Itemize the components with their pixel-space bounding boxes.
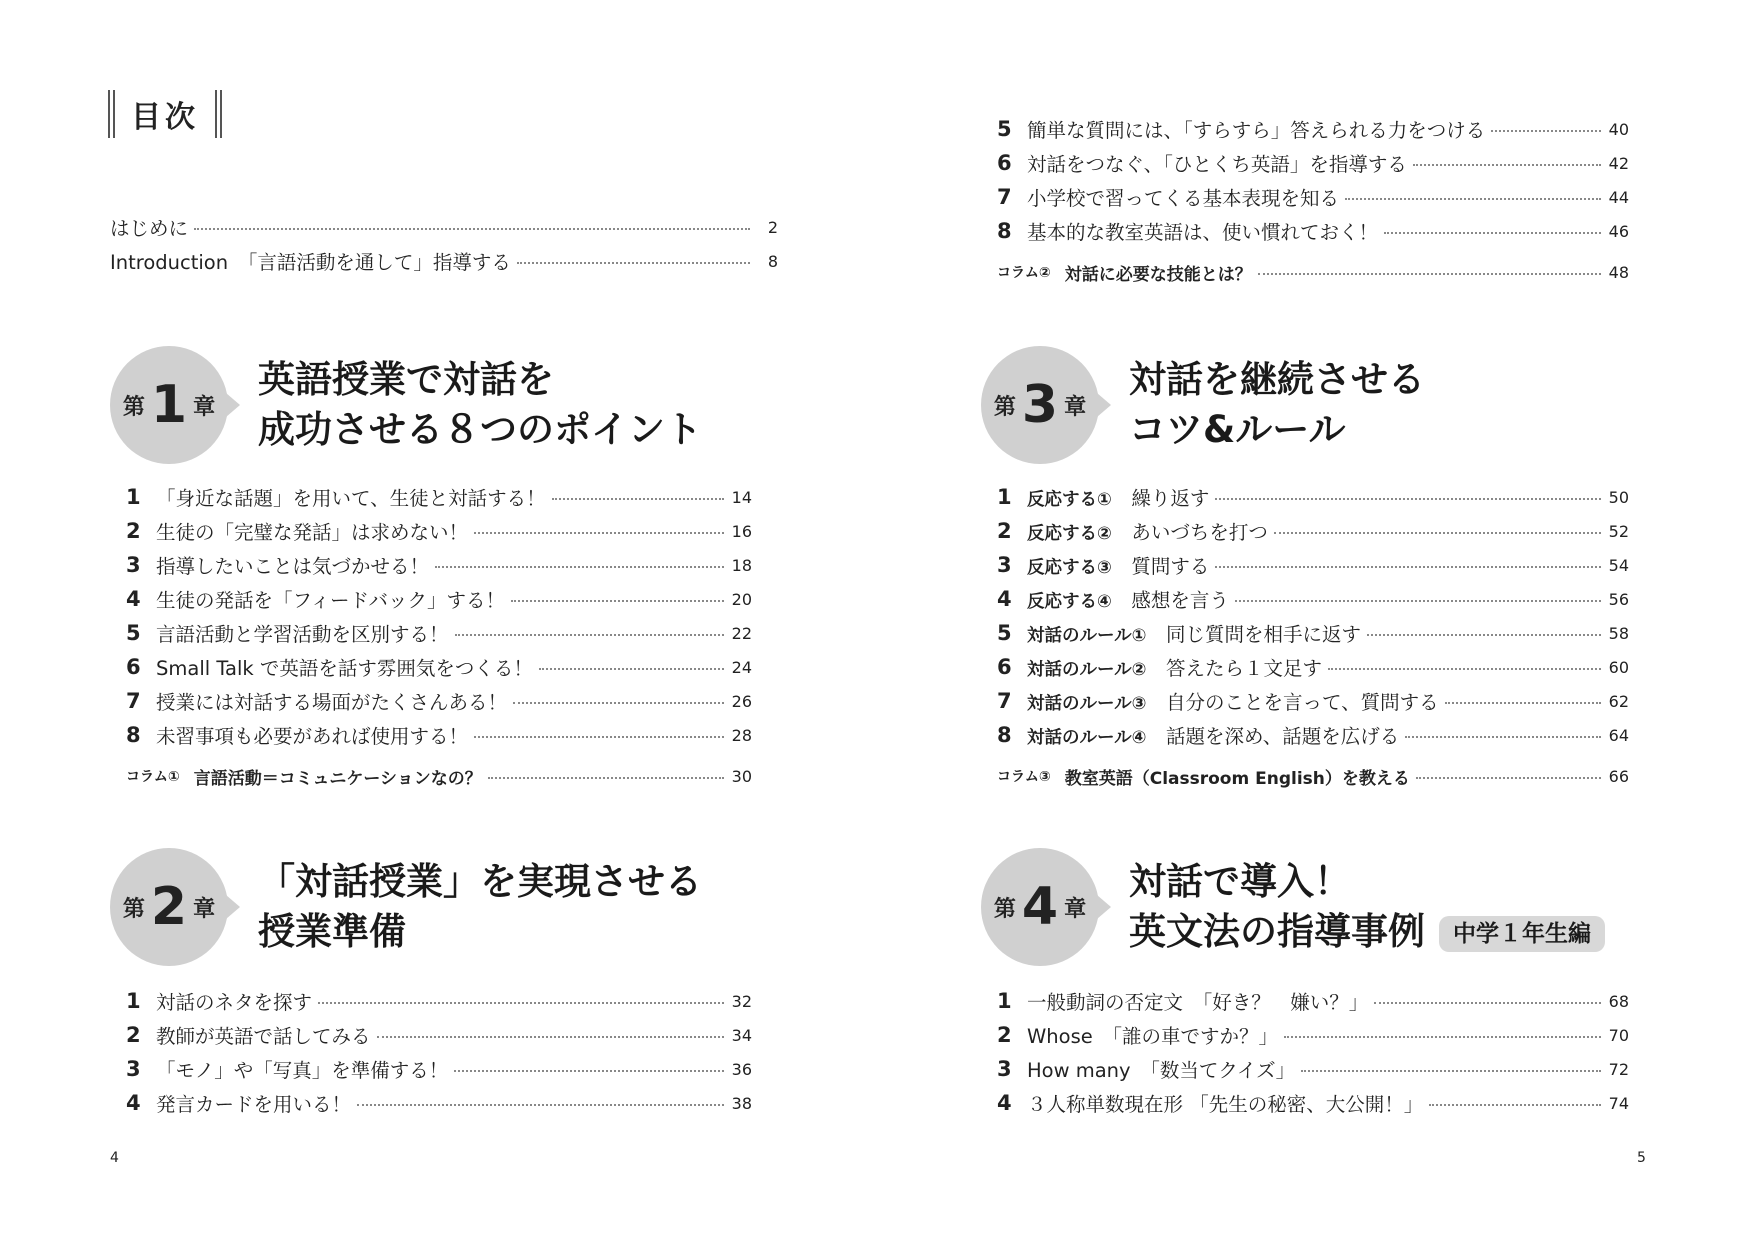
leader-dots — [194, 228, 750, 230]
toc-label-text: 質問する — [1111, 555, 1210, 578]
chapter-title — [1129, 857, 1605, 957]
toc-label: 小学校で習ってくる基本表現を知る — [1027, 187, 1340, 210]
leader-dots — [1445, 702, 1601, 704]
toc-num: 6 — [997, 655, 1012, 679]
toc-num: 6 — [997, 151, 1012, 175]
chapter-3-list — [997, 480, 1629, 796]
toc-row[interactable] — [110, 244, 778, 278]
leader-dots — [1405, 736, 1601, 738]
toc-num: 1 — [997, 989, 1012, 1013]
page-number: 4 — [110, 1150, 119, 1166]
chapter-title-line: 英文法の指導事例 — [1129, 910, 1425, 953]
chapter-4-header — [981, 848, 1605, 966]
leader-dots — [357, 1104, 724, 1106]
toc-label: 教師が英語で話してみる — [156, 1025, 371, 1048]
toc-label: Introduction 「言語活動を通して」指導する — [110, 251, 511, 274]
toc-column-row[interactable] — [126, 756, 752, 796]
toc-num: 2 — [126, 1023, 141, 1047]
toc-page: 52 — [1608, 521, 1629, 541]
toc-num: 5 — [997, 117, 1012, 141]
toc-label — [1027, 687, 1439, 715]
toc-row[interactable] — [997, 1052, 1629, 1086]
chapter-number: 1 — [150, 375, 188, 435]
chapter-prefix: 第 — [993, 896, 1016, 922]
toc-page: 56 — [1608, 589, 1629, 609]
toc-row[interactable] — [997, 1086, 1629, 1120]
toc-num: 7 — [997, 185, 1012, 209]
toc-num: 6 — [126, 655, 141, 679]
toc-row[interactable] — [997, 214, 1629, 248]
leader-dots — [474, 736, 724, 738]
toc-row[interactable] — [997, 514, 1629, 548]
toc-label — [1027, 551, 1209, 579]
chapter-2-header — [110, 848, 702, 966]
leader-dots — [1258, 273, 1601, 275]
toc-page: 16 — [731, 521, 752, 541]
toc-label: 発言カードを用いる！ — [156, 1093, 352, 1116]
leader-dots — [1284, 1036, 1601, 1038]
toc-row[interactable] — [126, 514, 752, 548]
toc-label-text: 同じ質問を相手に返す — [1146, 623, 1361, 646]
chapter-suffix: 章 — [193, 896, 216, 922]
toc-page: 8 — [767, 251, 778, 271]
toc-num: 4 — [997, 1091, 1012, 1115]
chapter-3-header — [981, 346, 1425, 464]
toc-num: 8 — [997, 723, 1012, 747]
toc-label-text: 感想を言う — [1111, 589, 1229, 612]
toc-label: 言語活動と学習活動を区別する！ — [156, 623, 449, 646]
leader-dots — [517, 262, 750, 264]
toc-label — [1027, 483, 1209, 511]
toc-num: 8 — [126, 723, 141, 747]
toc-row[interactable] — [997, 180, 1629, 214]
toc-num: 8 — [997, 219, 1012, 243]
toc-label-bold: 対話のルール② — [1027, 660, 1147, 680]
chapter-2-list — [126, 984, 752, 1120]
leader-dots — [1328, 668, 1601, 670]
toc-page: 2 — [767, 217, 778, 237]
toc-row[interactable] — [126, 582, 752, 616]
toc-label: 対話のネタを探す — [156, 991, 313, 1014]
toc-row[interactable] — [126, 616, 752, 650]
toc-label-bold: 対話のルール③ — [1027, 694, 1147, 714]
leader-dots — [454, 1070, 724, 1072]
toc-title — [108, 90, 222, 138]
toc-label — [1027, 721, 1399, 749]
leader-dots — [1374, 1002, 1601, 1004]
chapter-title — [258, 355, 702, 455]
toc-label: ３人称単数現在形 「先生の秘密、大公開！」 — [1027, 1093, 1424, 1116]
toc-row[interactable] — [110, 210, 778, 244]
page-number: 5 — [1637, 1150, 1646, 1166]
toc-row[interactable] — [997, 112, 1629, 146]
toc-label-bold: 反応する③ — [1027, 558, 1112, 578]
leader-dots — [539, 668, 724, 670]
title-bar-left — [108, 90, 115, 138]
toc-label-text: 自分のことを言って、質問する — [1146, 691, 1439, 714]
toc-num: 4 — [126, 1091, 141, 1115]
toc-page: 66 — [1608, 766, 1629, 786]
toc-label: 授業には対話する場面がたくさんある！ — [156, 691, 508, 714]
leader-dots — [1491, 130, 1601, 132]
chapter-1-header — [110, 346, 702, 464]
chapter-number: 4 — [1021, 877, 1059, 937]
chapter-prefix: 第 — [122, 896, 145, 922]
left-page — [0, 0, 877, 1240]
toc-row[interactable] — [997, 616, 1629, 650]
toc-page: 72 — [1608, 1059, 1629, 1079]
toc-num: 3 — [126, 1057, 141, 1081]
chapter-title-line: 対話で導入！ — [1129, 860, 1351, 903]
toc-row[interactable] — [126, 718, 752, 752]
toc-label-bold: 反応する④ — [1027, 592, 1112, 612]
chapter-badge — [110, 848, 228, 966]
column-tag: コラム② — [997, 265, 1051, 281]
grade-pill: 中学１年生編 — [1439, 916, 1605, 952]
toc-row[interactable] — [997, 684, 1629, 718]
toc-page: 22 — [731, 623, 752, 643]
leader-dots — [488, 777, 724, 779]
toc-page: 68 — [1608, 991, 1629, 1011]
toc-page: 44 — [1608, 187, 1629, 207]
chapter-prefix: 第 — [993, 394, 1016, 420]
leader-dots — [474, 532, 724, 534]
toc-page: 58 — [1608, 623, 1629, 643]
chapter-badge — [981, 346, 1099, 464]
toc-label: 教室英語（Classroom English）を教える — [1064, 768, 1410, 789]
toc-page: 18 — [731, 555, 752, 575]
toc-label: 簡単な質問には、「すらすら」答えられる力をつける — [1027, 119, 1486, 142]
chapter-1-list — [126, 480, 752, 796]
toc-label-bold: 反応する① — [1027, 490, 1112, 510]
chapter-badge — [110, 346, 228, 464]
chapter-suffix: 章 — [1064, 394, 1087, 420]
leader-dots — [377, 1036, 724, 1038]
toc-num: 4 — [126, 587, 141, 611]
toc-page: 50 — [1608, 487, 1629, 507]
toc-row[interactable] — [997, 480, 1629, 514]
toc-page: 64 — [1608, 725, 1629, 745]
toc-page: 60 — [1608, 657, 1629, 677]
toc-column-row[interactable] — [997, 252, 1629, 292]
leader-dots — [435, 566, 724, 568]
leader-dots — [1274, 532, 1601, 534]
toc-num: 3 — [126, 553, 141, 577]
chapter-title-line: 英語授業で対話を — [258, 358, 554, 401]
chapter-number: 2 — [150, 877, 188, 937]
toc-label: Small Talk で英語を話す雰囲気をつくる！ — [156, 657, 533, 680]
toc-page: 20 — [731, 589, 752, 609]
toc-label: 対話をつなぐ、「ひとくち英語」を指導する — [1027, 153, 1407, 176]
chapter-suffix: 章 — [1064, 896, 1087, 922]
toc-label-bold: 対話のルール① — [1027, 626, 1147, 646]
leader-dots — [1345, 198, 1601, 200]
toc-page: 26 — [731, 691, 752, 711]
leader-dots — [511, 600, 724, 602]
toc-row[interactable] — [997, 582, 1629, 616]
toc-label: 指導したいことは気づかせる！ — [156, 555, 430, 578]
toc-label: 未習事項も必要があれば使用する！ — [156, 725, 469, 748]
leader-dots — [1413, 164, 1601, 166]
toc-label-text: あいづちを打つ — [1111, 521, 1268, 544]
chapter-title — [258, 857, 702, 957]
toc-num: 7 — [126, 689, 141, 713]
toc-label-bold: 反応する② — [1027, 524, 1112, 544]
leader-dots — [1235, 600, 1601, 602]
toc-title-text: 目次 — [131, 100, 199, 135]
toc-page: 40 — [1608, 119, 1629, 139]
toc-label: 対話に必要な技能とは？ — [1064, 264, 1252, 285]
leader-dots — [318, 1002, 724, 1004]
toc-label: 生徒の「完璧な発話」は求めない！ — [156, 521, 469, 544]
leader-dots — [513, 702, 724, 704]
toc-num: 2 — [997, 1023, 1012, 1047]
toc-num: 1 — [126, 485, 141, 509]
toc-page: 24 — [731, 657, 752, 677]
toc-row[interactable] — [126, 480, 752, 514]
chapter-title-line: 授業準備 — [258, 910, 406, 953]
chapter-2-continued-list — [997, 112, 1629, 292]
toc-label-text: 答えたら１文足す — [1146, 657, 1322, 680]
chapter-prefix: 第 — [122, 394, 145, 420]
leader-dots — [1367, 634, 1601, 636]
toc-row[interactable] — [997, 984, 1629, 1018]
toc-row[interactable] — [997, 146, 1629, 180]
intro-list — [110, 210, 778, 278]
chapter-title-line: 対話を継続させる — [1129, 358, 1425, 401]
toc-label-text: 話題を深め、話題を広げる — [1146, 725, 1400, 748]
chapter-badge — [981, 848, 1099, 966]
toc-page: 70 — [1608, 1025, 1629, 1045]
toc-page: 74 — [1608, 1093, 1629, 1113]
chapter-suffix: 章 — [193, 394, 216, 420]
leader-dots — [552, 498, 724, 500]
leader-dots — [1301, 1070, 1601, 1072]
toc-num: 2 — [126, 519, 141, 543]
toc-label: はじめに — [110, 217, 189, 240]
toc-label: 言語活動＝コミュニケーションなの？ — [193, 768, 482, 789]
toc-label — [1027, 517, 1268, 545]
toc-row[interactable] — [126, 1052, 752, 1086]
toc-label: 生徒の発話を「フィードバック」する！ — [156, 589, 506, 612]
toc-column-row[interactable] — [997, 756, 1629, 796]
column-tag: コラム① — [126, 769, 180, 785]
title-bar-right — [215, 90, 222, 138]
toc-num: 3 — [997, 553, 1012, 577]
right-page — [877, 0, 1754, 1240]
toc-num: 4 — [997, 587, 1012, 611]
leader-dots — [1416, 777, 1601, 779]
toc-page: 28 — [731, 725, 752, 745]
leader-dots — [1384, 232, 1601, 234]
toc-row[interactable] — [126, 548, 752, 582]
leader-dots — [1429, 1104, 1601, 1106]
toc-label: Whose 「誰の車ですか？」 — [1027, 1025, 1278, 1048]
toc-row[interactable] — [997, 650, 1629, 684]
toc-row[interactable] — [997, 1018, 1629, 1052]
column-tag: コラム③ — [997, 769, 1051, 785]
toc-num: 1 — [997, 485, 1012, 509]
toc-row[interactable] — [126, 984, 752, 1018]
toc-num: 3 — [997, 1057, 1012, 1081]
toc-num: 5 — [997, 621, 1012, 645]
toc-page: 62 — [1608, 691, 1629, 711]
chapter-number: 3 — [1021, 375, 1059, 435]
toc-row[interactable] — [997, 548, 1629, 582]
toc-page: 34 — [731, 1025, 752, 1045]
toc-row[interactable] — [126, 684, 752, 718]
toc-page: 48 — [1608, 262, 1629, 282]
toc-label-bold: 対話のルール④ — [1027, 728, 1147, 748]
toc-label — [1027, 619, 1361, 647]
toc-label: How many 「数当てクイズ」 — [1027, 1059, 1296, 1082]
toc-page: 42 — [1608, 153, 1629, 173]
leader-dots — [455, 634, 724, 636]
toc-row[interactable] — [126, 1086, 752, 1120]
toc-row[interactable] — [126, 650, 752, 684]
toc-label: 一般動詞の否定文 「好き？ 嫌い？」 — [1027, 991, 1369, 1014]
toc-num: 1 — [126, 989, 141, 1013]
leader-dots — [1215, 498, 1601, 500]
chapter-title-line: 「対話授業」を実現させる — [258, 860, 702, 903]
leader-dots — [1215, 566, 1601, 568]
toc-page: 32 — [731, 991, 752, 1011]
chapter-title-line: 成功させる８つのポイント — [258, 408, 702, 451]
toc-num: 2 — [997, 519, 1012, 543]
toc-num: 5 — [126, 621, 141, 645]
toc-label — [1027, 653, 1322, 681]
chapter-4-list — [997, 984, 1629, 1120]
chapter-title — [1129, 355, 1425, 455]
toc-page: 54 — [1608, 555, 1629, 575]
toc-page: 38 — [731, 1093, 752, 1113]
toc-label: 「身近な話題」を用いて、生徒と対話する！ — [156, 487, 546, 510]
toc-page: 14 — [731, 487, 752, 507]
toc-label — [1027, 585, 1229, 613]
toc-label-text: 繰り返す — [1111, 487, 1210, 510]
toc-page: 36 — [731, 1059, 752, 1079]
toc-row[interactable] — [126, 1018, 752, 1052]
chapter-title-line: コツ&ルール — [1129, 408, 1346, 451]
toc-num: 7 — [997, 689, 1012, 713]
toc-label: 「モノ」や「写真」を準備する！ — [156, 1059, 449, 1082]
toc-label: 基本的な教室英語は、使い慣れておく！ — [1027, 221, 1379, 244]
toc-row[interactable] — [997, 718, 1629, 752]
toc-page: 30 — [731, 766, 752, 786]
toc-page: 46 — [1608, 221, 1629, 241]
